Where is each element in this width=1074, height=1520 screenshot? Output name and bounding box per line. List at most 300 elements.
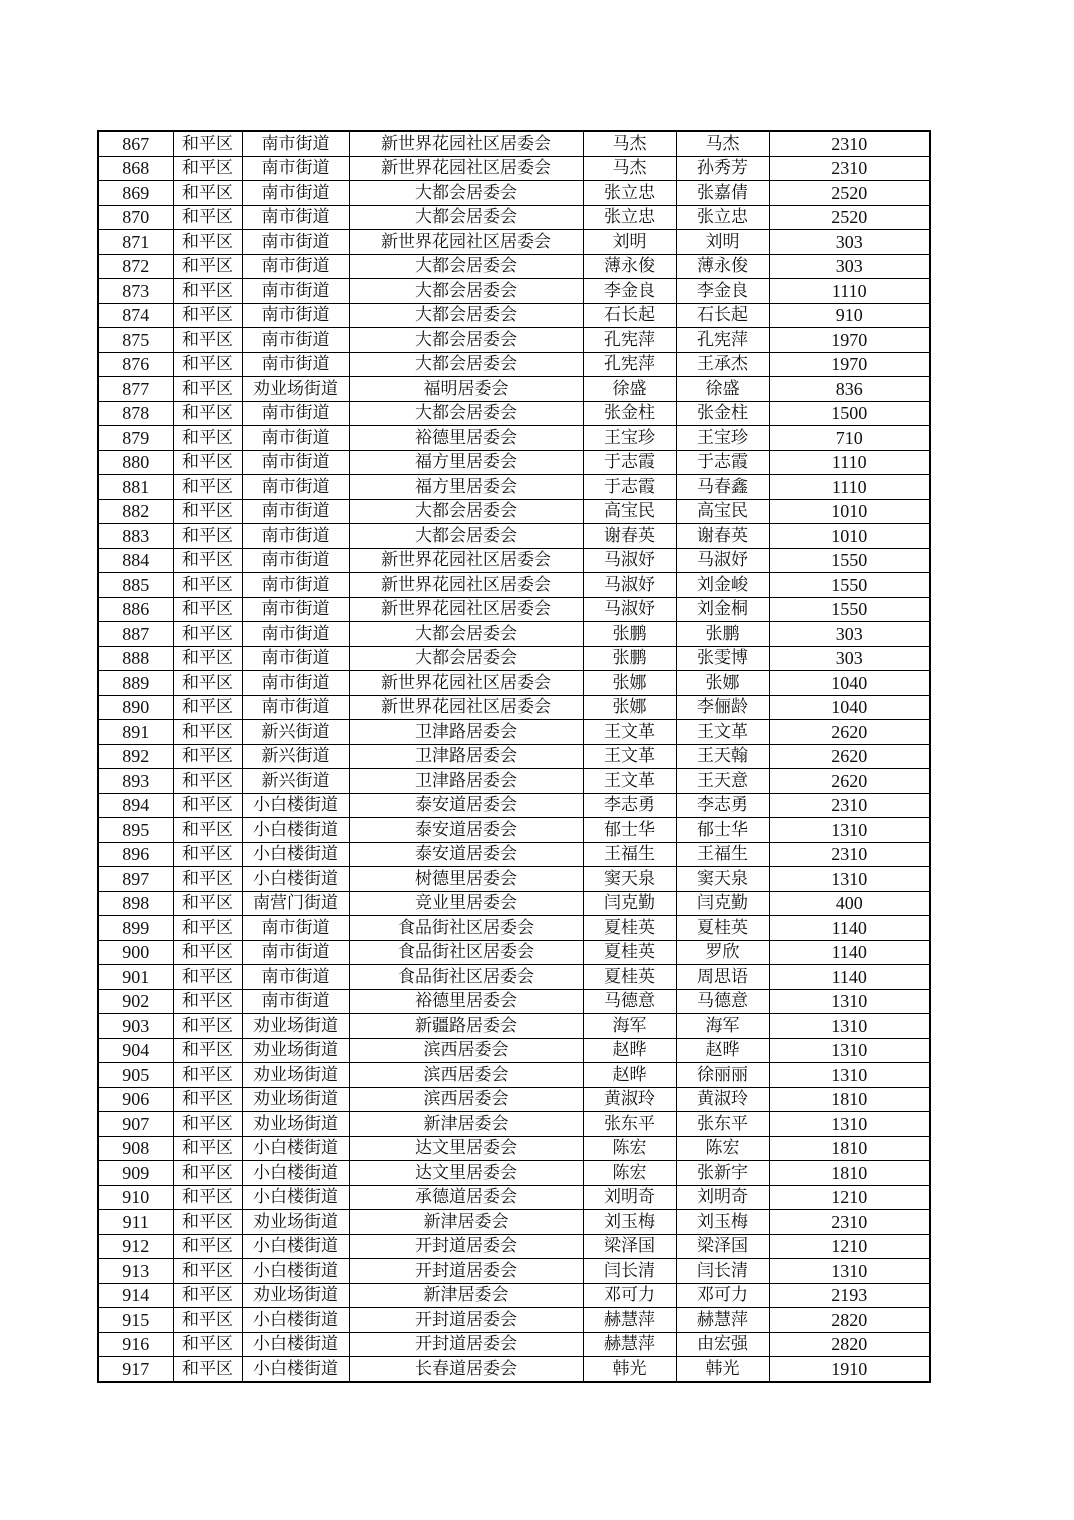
district-cell: 和平区 [173,1112,242,1137]
street-cell: 南市街道 [242,230,349,255]
table-row [98,499,930,524]
row-number-cell: 904 [98,1038,173,1063]
row-number-cell: 907 [98,1112,173,1137]
name-cell: 郁士华 [676,818,769,843]
amount-cell: 2820 [769,1308,930,1333]
row-number-cell: 875 [98,328,173,353]
table-row [98,1332,930,1357]
row-number-cell: 890 [98,695,173,720]
householder-cell: 高宝民 [583,499,676,524]
district-cell: 和平区 [173,499,242,524]
amount-cell: 1110 [769,475,930,500]
row-number-cell: 903 [98,1014,173,1039]
committee-cell: 裕德里居委会 [349,426,583,451]
street-cell: 小白楼街道 [242,818,349,843]
committee-cell: 新津居委会 [349,1210,583,1235]
row-number-cell: 898 [98,891,173,916]
district-cell: 和平区 [173,328,242,353]
householder-cell: 于志霞 [583,475,676,500]
row-number-cell: 902 [98,989,173,1014]
committee-cell: 开封道居委会 [349,1234,583,1259]
amount-cell: 1140 [769,940,930,965]
table-row [98,1308,930,1333]
table-row [98,1136,930,1161]
name-cell: 徐盛 [676,377,769,402]
row-number-cell: 880 [98,450,173,475]
street-cell: 南市街道 [242,352,349,377]
street-cell: 劝业场街道 [242,1210,349,1235]
householder-cell: 海军 [583,1014,676,1039]
street-cell: 南市街道 [242,279,349,304]
householder-cell: 闫克勤 [583,891,676,916]
row-number-cell: 873 [98,279,173,304]
name-cell: 罗欣 [676,940,769,965]
committee-cell: 达文里居委会 [349,1136,583,1161]
table-row [98,328,930,353]
amount-cell: 1140 [769,916,930,941]
amount-cell: 1210 [769,1185,930,1210]
name-cell: 张金柱 [676,401,769,426]
row-number-cell: 896 [98,842,173,867]
row-number-cell: 892 [98,744,173,769]
table-row [98,1234,930,1259]
name-cell: 孙秀芳 [676,156,769,181]
amount-cell: 2193 [769,1283,930,1308]
district-cell: 和平区 [173,303,242,328]
row-number-cell: 906 [98,1087,173,1112]
name-cell: 梁泽国 [676,1234,769,1259]
householder-cell: 于志霞 [583,450,676,475]
street-cell: 劝业场街道 [242,377,349,402]
name-cell: 孔宪萍 [676,328,769,353]
street-cell: 南营门街道 [242,891,349,916]
committee-cell: 竞业里居委会 [349,891,583,916]
district-cell: 和平区 [173,1014,242,1039]
name-cell: 薄永俊 [676,254,769,279]
committee-cell: 大都会居委会 [349,181,583,206]
district-cell: 和平区 [173,426,242,451]
name-cell: 闫长清 [676,1259,769,1284]
amount-cell: 303 [769,230,930,255]
committee-cell: 大都会居委会 [349,401,583,426]
street-cell: 南市街道 [242,181,349,206]
table-row [98,401,930,426]
name-cell: 赫慧萍 [676,1308,769,1333]
table-row [98,1357,930,1382]
table-row [98,426,930,451]
district-cell: 和平区 [173,1308,242,1333]
table-row [98,450,930,475]
street-cell: 小白楼街道 [242,793,349,818]
committee-cell: 滨西居委会 [349,1063,583,1088]
table-row [98,965,930,990]
street-cell: 新兴街道 [242,769,349,794]
committee-cell: 大都会居委会 [349,303,583,328]
amount-cell: 1010 [769,499,930,524]
committee-cell: 大都会居委会 [349,352,583,377]
householder-cell: 刘明 [583,230,676,255]
householder-cell: 陈宏 [583,1161,676,1186]
row-number-cell: 914 [98,1283,173,1308]
table-row [98,1014,930,1039]
district-cell: 和平区 [173,450,242,475]
amount-cell: 1550 [769,597,930,622]
street-cell: 南市街道 [242,205,349,230]
householder-cell: 刘玉梅 [583,1210,676,1235]
street-cell: 小白楼街道 [242,1308,349,1333]
table-row [98,1259,930,1284]
row-number-cell: 867 [98,131,173,156]
district-cell: 和平区 [173,989,242,1014]
street-cell: 小白楼街道 [242,1332,349,1357]
district-cell: 和平区 [173,131,242,156]
householder-cell: 谢春英 [583,524,676,549]
row-number-cell: 876 [98,352,173,377]
committee-cell: 开封道居委会 [349,1259,583,1284]
committee-cell: 泰安道居委会 [349,842,583,867]
street-cell: 南市街道 [242,156,349,181]
street-cell: 小白楼街道 [242,1357,349,1382]
table-row [98,793,930,818]
householder-cell: 张鹏 [583,646,676,671]
name-cell: 张嘉倩 [676,181,769,206]
table-row [98,622,930,647]
district-cell: 和平区 [173,695,242,720]
table-row [98,1087,930,1112]
amount-cell: 2310 [769,842,930,867]
committee-cell: 新津居委会 [349,1112,583,1137]
table-row [98,916,930,941]
row-number-cell: 909 [98,1161,173,1186]
street-cell: 南市街道 [242,965,349,990]
committee-cell: 泰安道居委会 [349,818,583,843]
table-row [98,230,930,255]
row-number-cell: 877 [98,377,173,402]
committee-cell: 卫津路居委会 [349,744,583,769]
householder-cell: 王文革 [583,720,676,745]
committee-cell: 大都会居委会 [349,499,583,524]
district-cell: 和平区 [173,720,242,745]
name-cell: 高宝民 [676,499,769,524]
name-cell: 邓可力 [676,1283,769,1308]
householder-cell: 马淑妤 [583,597,676,622]
amount-cell: 1310 [769,867,930,892]
row-number-cell: 891 [98,720,173,745]
amount-cell: 2620 [769,769,930,794]
district-cell: 和平区 [173,793,242,818]
name-cell: 刘金桐 [676,597,769,622]
householder-cell: 王宝珍 [583,426,676,451]
district-cell: 和平区 [173,622,242,647]
committee-cell: 新世界花园社区居委会 [349,548,583,573]
street-cell: 南市街道 [242,916,349,941]
district-cell: 和平区 [173,1234,242,1259]
committee-cell: 卫津路居委会 [349,769,583,794]
amount-cell: 303 [769,622,930,647]
amount-cell: 1500 [769,401,930,426]
householder-cell: 李金良 [583,279,676,304]
name-cell: 王文革 [676,720,769,745]
district-cell: 和平区 [173,524,242,549]
amount-cell: 303 [769,646,930,671]
row-number-cell: 868 [98,156,173,181]
district-cell: 和平区 [173,1161,242,1186]
householder-cell: 赫慧萍 [583,1308,676,1333]
district-cell: 和平区 [173,646,242,671]
row-number-cell: 884 [98,548,173,573]
amount-cell: 1970 [769,328,930,353]
district-cell: 和平区 [173,842,242,867]
name-cell: 李志勇 [676,793,769,818]
householder-cell: 马杰 [583,156,676,181]
row-number-cell: 871 [98,230,173,255]
committee-cell: 食品街社区居委会 [349,940,583,965]
householder-cell: 孔宪萍 [583,328,676,353]
district-cell: 和平区 [173,1185,242,1210]
name-cell: 陈宏 [676,1136,769,1161]
amount-cell: 1310 [769,1259,930,1284]
amount-cell: 1910 [769,1357,930,1382]
amount-cell: 1310 [769,1112,930,1137]
householder-cell: 徐盛 [583,377,676,402]
table-row [98,818,930,843]
amount-cell: 1140 [769,965,930,990]
householder-cell: 闫长清 [583,1259,676,1284]
street-cell: 劝业场街道 [242,1087,349,1112]
table-row [98,646,930,671]
street-cell: 南市街道 [242,303,349,328]
amount-cell: 1010 [769,524,930,549]
district-cell: 和平区 [173,965,242,990]
row-number-cell: 882 [98,499,173,524]
committee-cell: 福方里居委会 [349,450,583,475]
street-cell: 南市街道 [242,475,349,500]
amount-cell: 710 [769,426,930,451]
name-cell: 刘玉梅 [676,1210,769,1235]
district-cell: 和平区 [173,1283,242,1308]
householder-cell: 夏桂英 [583,940,676,965]
amount-cell: 910 [769,303,930,328]
amount-cell: 2520 [769,205,930,230]
row-number-cell: 889 [98,671,173,696]
street-cell: 新兴街道 [242,720,349,745]
table-row [98,475,930,500]
row-number-cell: 917 [98,1357,173,1382]
district-cell: 和平区 [173,867,242,892]
street-cell: 南市街道 [242,524,349,549]
table-row [98,842,930,867]
street-cell: 南市街道 [242,622,349,647]
row-number-cell: 885 [98,573,173,598]
householder-cell: 马杰 [583,131,676,156]
householder-cell: 张东平 [583,1112,676,1137]
name-cell: 王天意 [676,769,769,794]
amount-cell: 1550 [769,573,930,598]
householder-cell: 赫慧萍 [583,1332,676,1357]
amount-cell: 1210 [769,1234,930,1259]
committee-cell: 新世界花园社区居委会 [349,230,583,255]
table-row [98,769,930,794]
table-row [98,524,930,549]
committee-cell: 树德里居委会 [349,867,583,892]
row-number-cell: 870 [98,205,173,230]
table-row [98,597,930,622]
table-row [98,940,930,965]
amount-cell: 2310 [769,793,930,818]
name-cell: 张新宇 [676,1161,769,1186]
amount-cell: 836 [769,377,930,402]
name-cell: 马春鑫 [676,475,769,500]
householder-cell: 赵晔 [583,1063,676,1088]
name-cell: 马德意 [676,989,769,1014]
committee-cell: 食品街社区居委会 [349,965,583,990]
name-cell: 于志霞 [676,450,769,475]
table-row [98,573,930,598]
householder-cell: 马德意 [583,989,676,1014]
table-row [98,1185,930,1210]
table-row [98,989,930,1014]
row-number-cell: 886 [98,597,173,622]
name-cell: 刘明 [676,230,769,255]
committee-cell: 大都会居委会 [349,254,583,279]
street-cell: 小白楼街道 [242,1136,349,1161]
district-cell: 和平区 [173,352,242,377]
committee-cell: 滨西居委会 [349,1087,583,1112]
amount-cell: 2520 [769,181,930,206]
committee-cell: 新世界花园社区居委会 [349,131,583,156]
district-cell: 和平区 [173,891,242,916]
name-cell: 闫克勤 [676,891,769,916]
table-row [98,1112,930,1137]
table-row [98,1210,930,1235]
committee-cell: 达文里居委会 [349,1161,583,1186]
amount-cell: 400 [769,891,930,916]
committee-cell: 新世界花园社区居委会 [349,695,583,720]
householder-cell: 夏桂英 [583,965,676,990]
street-cell: 南市街道 [242,989,349,1014]
householder-cell: 刘明奇 [583,1185,676,1210]
householder-cell: 王福生 [583,842,676,867]
district-cell: 和平区 [173,940,242,965]
name-cell: 李金良 [676,279,769,304]
committee-cell: 大都会居委会 [349,622,583,647]
amount-cell: 2820 [769,1332,930,1357]
table-row [98,1063,930,1088]
district-cell: 和平区 [173,401,242,426]
committee-cell: 大都会居委会 [349,646,583,671]
name-cell: 马淑妤 [676,548,769,573]
committee-cell: 大都会居委会 [349,524,583,549]
householder-cell: 张娜 [583,695,676,720]
committee-cell: 滨西居委会 [349,1038,583,1063]
district-cell: 和平区 [173,475,242,500]
street-cell: 南市街道 [242,254,349,279]
name-cell: 谢春英 [676,524,769,549]
householder-cell: 张娜 [583,671,676,696]
table-row [98,744,930,769]
table-row [98,720,930,745]
district-cell: 和平区 [173,230,242,255]
street-cell: 劝业场街道 [242,1283,349,1308]
householder-cell: 韩光 [583,1357,676,1382]
table-row [98,279,930,304]
district-cell: 和平区 [173,597,242,622]
householder-cell: 梁泽国 [583,1234,676,1259]
name-cell: 李俪龄 [676,695,769,720]
name-cell: 海军 [676,1014,769,1039]
name-cell: 王福生 [676,842,769,867]
committee-cell: 新世界花园社区居委会 [349,156,583,181]
district-cell: 和平区 [173,279,242,304]
committee-cell: 泰安道居委会 [349,793,583,818]
name-cell: 王宝珍 [676,426,769,451]
committee-cell: 新疆路居委会 [349,1014,583,1039]
district-cell: 和平区 [173,1087,242,1112]
table-row [98,254,930,279]
amount-cell: 1810 [769,1136,930,1161]
amount-cell: 1310 [769,1063,930,1088]
row-number-cell: 910 [98,1185,173,1210]
street-cell: 小白楼街道 [242,1185,349,1210]
data-table [97,130,931,1383]
householder-cell: 郁士华 [583,818,676,843]
row-number-cell: 894 [98,793,173,818]
row-number-cell: 899 [98,916,173,941]
district-cell: 和平区 [173,1357,242,1382]
street-cell: 劝业场街道 [242,1038,349,1063]
householder-cell: 张鹏 [583,622,676,647]
householder-cell: 张立忠 [583,181,676,206]
name-cell: 张雯博 [676,646,769,671]
householder-cell: 王文革 [583,769,676,794]
name-cell: 徐丽丽 [676,1063,769,1088]
committee-cell: 福明居委会 [349,377,583,402]
district-cell: 和平区 [173,573,242,598]
row-number-cell: 883 [98,524,173,549]
householder-cell: 邓可力 [583,1283,676,1308]
row-number-cell: 878 [98,401,173,426]
street-cell: 南市街道 [242,426,349,451]
street-cell: 小白楼街道 [242,842,349,867]
name-cell: 夏桂英 [676,916,769,941]
householder-cell: 张金柱 [583,401,676,426]
district-cell: 和平区 [173,377,242,402]
amount-cell: 2310 [769,156,930,181]
name-cell: 黄淑玲 [676,1087,769,1112]
amount-cell: 1110 [769,279,930,304]
row-number-cell: 893 [98,769,173,794]
district-cell: 和平区 [173,1063,242,1088]
householder-cell: 薄永俊 [583,254,676,279]
householder-cell: 王文革 [583,744,676,769]
table-row [98,548,930,573]
committee-cell: 大都会居委会 [349,279,583,304]
row-number-cell: 895 [98,818,173,843]
name-cell: 张立忠 [676,205,769,230]
amount-cell: 1810 [769,1161,930,1186]
amount-cell: 303 [769,254,930,279]
table-row [98,1161,930,1186]
name-cell: 石长起 [676,303,769,328]
district-cell: 和平区 [173,156,242,181]
table-row [98,1283,930,1308]
street-cell: 南市街道 [242,499,349,524]
committee-cell: 福方里居委会 [349,475,583,500]
householder-cell: 孔宪萍 [583,352,676,377]
street-cell: 南市街道 [242,695,349,720]
row-number-cell: 908 [98,1136,173,1161]
name-cell: 马杰 [676,131,769,156]
